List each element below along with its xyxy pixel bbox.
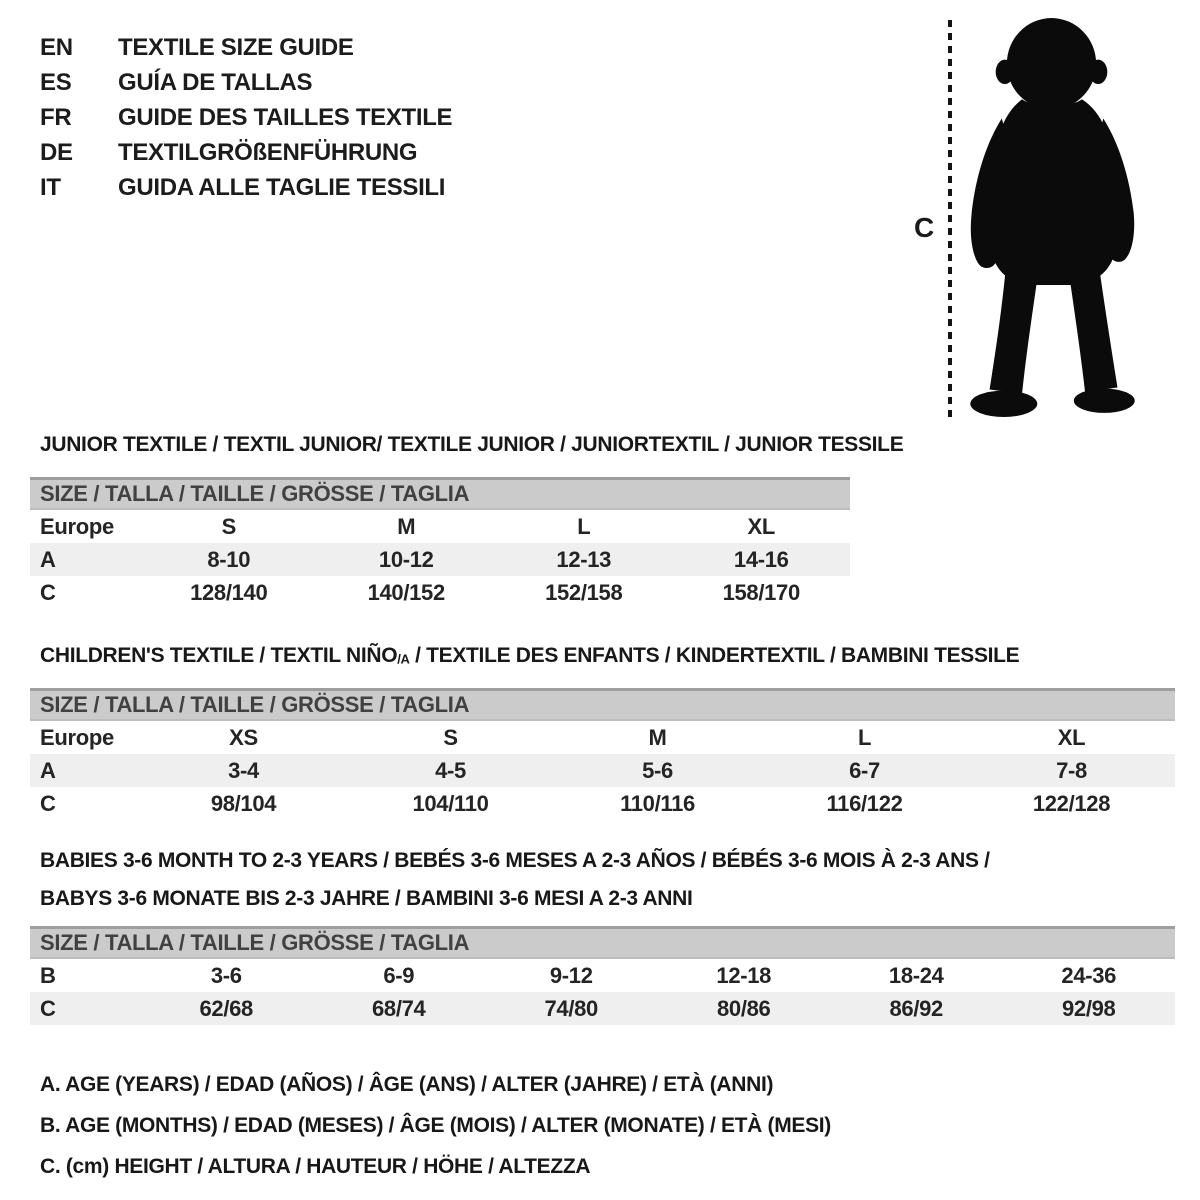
table-cell: 6-7 (849, 757, 880, 783)
language-title: GUÍA DE TALLAS (118, 68, 313, 96)
table-cell: 5-6 (642, 757, 673, 783)
table-cell: S (221, 513, 236, 539)
language-row (40, 30, 452, 65)
babies-size-table (30, 926, 1175, 1025)
table-row-height (30, 992, 1175, 1025)
table-cell: 140/152 (367, 579, 445, 605)
junior-size-table (30, 477, 850, 609)
table-cell: L (577, 513, 591, 539)
table-cell: 6-9 (383, 962, 415, 988)
table-cell: 110/116 (620, 790, 695, 816)
table-cell: 3-4 (228, 757, 259, 783)
language-row (40, 170, 452, 205)
table-cell: 98/104 (210, 790, 277, 816)
children-size-table (30, 688, 1175, 820)
table-cell: XL (1057, 724, 1086, 750)
measurement-legend (40, 1064, 831, 1187)
height-dashed-line (948, 20, 952, 417)
table-row-europe (30, 510, 850, 543)
table-cell: 7-8 (1056, 757, 1087, 783)
table-header-bar: SIZE / TALLA / TAILLE / GRÖSSE / TAGLIA (30, 477, 850, 510)
row-label: Europe (40, 724, 114, 750)
children-heading-sub: /A (397, 651, 410, 667)
table-cell: 68/74 (372, 995, 426, 1021)
table-cell: 14-16 (733, 546, 789, 572)
children-section-heading (40, 644, 1019, 668)
row-label: Europe (40, 513, 114, 539)
language-code: IT (40, 173, 61, 201)
table-cell: 80/86 (717, 995, 771, 1021)
language-title: TEXTILE SIZE GUIDE (118, 33, 354, 61)
language-title: GUIDE DES TAILLES TEXTILE (118, 103, 453, 131)
row-label: B (40, 962, 56, 988)
language-row (40, 65, 452, 100)
table-row-age (30, 543, 850, 576)
row-label: A (40, 546, 56, 572)
table-cell: XS (229, 724, 258, 750)
table-cell: 3-6 (210, 962, 242, 988)
legend-line-age-years: A. AGE (YEARS) / EDAD (AÑOS) / ÂGE (ANS) / ALTER (JAHRE) / ETÀ (ANNI) (40, 1073, 774, 1096)
row-label: C (40, 995, 56, 1021)
table-cell: M (648, 724, 667, 750)
table-cell: 104/110 (412, 790, 489, 816)
table-header-bar: SIZE / TALLA / TAILLE / GRÖSSE / TAGLIA (30, 926, 1175, 959)
babies-heading-line1: BABIES 3-6 MONTH TO 2-3 YEARS / BEBÉS 3-6 MESES A 2-3 AÑOS / BÉBÉS 3-6 MOIS À 2-3 ANS / (40, 849, 990, 872)
language-code: ES (40, 68, 72, 96)
table-cell: XL (747, 513, 775, 539)
row-label: A (40, 757, 56, 783)
table-cell: 92/98 (1062, 995, 1116, 1021)
table-cell: 8-10 (207, 546, 251, 572)
table-row-europe (30, 721, 1175, 754)
language-code: DE (40, 138, 73, 166)
table-cell: 4-5 (435, 757, 466, 783)
figure-height-label: C (914, 212, 934, 243)
babies-heading-line2: BABYS 3-6 MONATE BIS 2-3 JAHRE / BAMBINI 3-6 MESI A 2-3 ANNI (40, 887, 693, 910)
junior-section-heading: JUNIOR TEXTILE / TEXTIL JUNIOR/ TEXTILE JUNIOR / JUNIORTEXTIL / JUNIOR TESSILE (40, 433, 904, 456)
table-cell: M (397, 513, 416, 539)
legend-line-height: C. (cm) HEIGHT / ALTURA / HAUTEUR / HÖHE / ALTEZZA (40, 1155, 591, 1178)
table-cell: 128/140 (190, 579, 268, 605)
table-cell: 9-12 (549, 962, 593, 988)
language-title: GUIDA ALLE TAGLIE TESSILI (118, 173, 446, 201)
table-cell: 86/92 (889, 995, 943, 1021)
table-cell: 158/170 (722, 579, 800, 605)
toddler-silhouette-icon (962, 14, 1142, 420)
language-row (40, 135, 452, 170)
table-cell: 10-12 (378, 546, 434, 572)
table-cell: L (857, 724, 872, 750)
table-row-height (30, 576, 850, 609)
table-cell: 24-36 (1061, 962, 1117, 988)
size-figure (900, 0, 1200, 440)
row-label: C (40, 790, 56, 816)
legend-line-age-months: B. AGE (MONTHS) / EDAD (MESES) / ÂGE (MOIS) / ALTER (MONATE) / ETÀ (MESI) (40, 1114, 831, 1137)
table-cell: 122/128 (1032, 790, 1111, 816)
language-code: EN (40, 33, 73, 61)
table-header-bar: SIZE / TALLA / TAILLE / GRÖSSE / TAGLIA (30, 688, 1175, 721)
language-row (40, 100, 452, 135)
language-code: FR (40, 103, 72, 131)
table-cell: 116/122 (826, 790, 903, 816)
children-heading-post: / TEXTILE DES ENFANTS / KINDERTEXTIL / BAMBINI TESSILE (409, 644, 1020, 667)
table-row-age-months (30, 959, 1175, 992)
table-cell: 12-18 (716, 962, 772, 988)
language-title-block (40, 30, 452, 205)
language-title: TEXTILGRÖßENFÜHRUNG (118, 138, 418, 166)
children-heading-pre: CHILDREN'S TEXTILE / TEXTIL NIÑO (40, 644, 398, 667)
table-row-height (30, 787, 1175, 820)
table-cell: 12-13 (556, 546, 612, 572)
table-row-age (30, 754, 1175, 787)
table-cell: 152/158 (545, 579, 623, 605)
row-label: C (40, 579, 56, 605)
table-cell: 18-24 (888, 962, 944, 988)
table-cell: 74/80 (544, 995, 598, 1021)
table-cell: 62/68 (199, 995, 253, 1021)
babies-section-heading (40, 842, 990, 918)
table-cell: S (443, 724, 458, 750)
